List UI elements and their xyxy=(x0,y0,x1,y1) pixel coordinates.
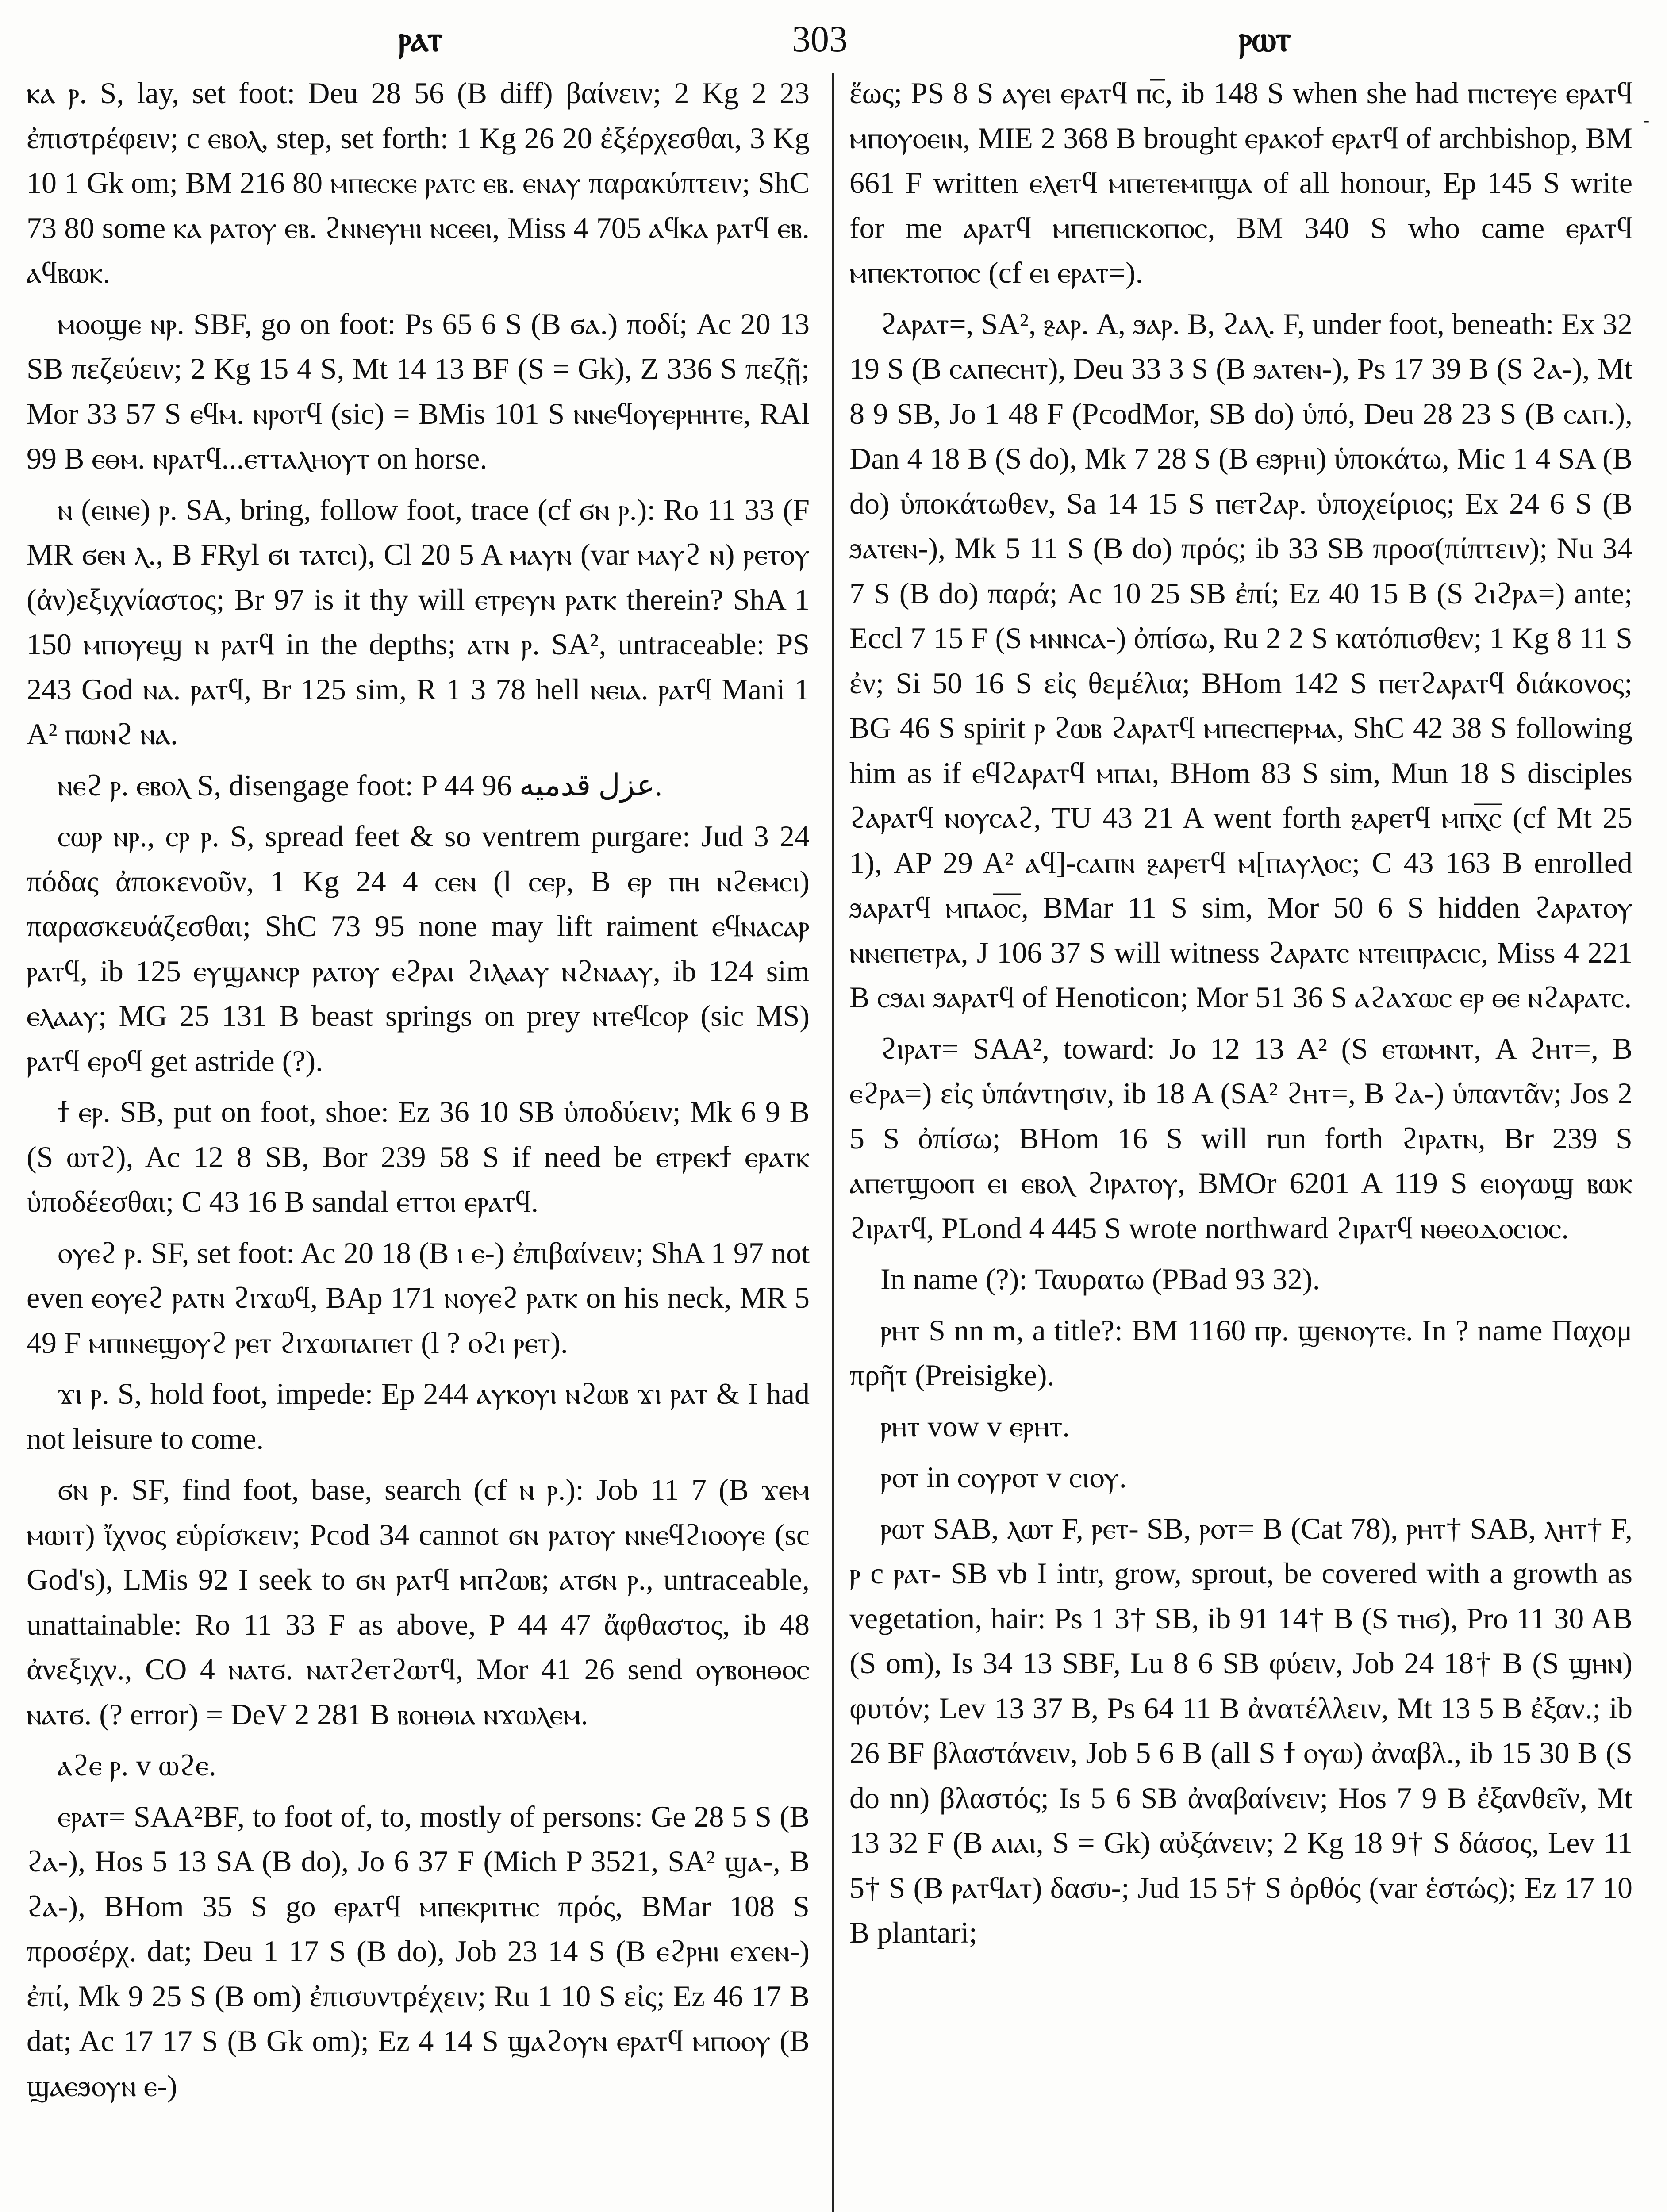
header-right-word: ⲣⲱⲧ xyxy=(1239,18,1291,59)
entry-oueh-rat: ⲟⲩⲉϩ ⲣ. SF, set foot: Ac 20 18 (B ⲓ ⲉ-) ἐπιβαίνειν; ShA 1 97 not even ⲉⲟⲩⲉϩ ⲣⲁⲧⲛ ϩⲓϫⲱϥ, BAp 171 ⲛⲟⲩⲉϩ ⲣⲁⲧⲕ on his neck, MR 5 49 F ⲙⲡⲓⲛⲉϣⲟⲩϩ ⲣⲉⲧ ϩⲓϫⲱⲡⲁⲡⲉⲧ (l ? ⲟϩⲓ ⲣⲉⲧ). xyxy=(27,1236,810,1359)
entry-ji-rat: ϫⲓ ⲣ. S, hold foot, impede: Ep 244 ⲁⲩⲕⲟⲩⲓ ⲛϩⲱⲃ ϫⲓ ⲣⲁⲧ & I had not leisure to come. xyxy=(27,1377,810,1455)
entry-ti-erat: ϯ ⲉⲣ. SB, put on foot, shoe: Ez 36 10 SB ὑποδύειν; Mk 6 9 B (S ⲱⲧϩ), Ac 12 8 SB, Bor 239 58 S if need be ⲉⲧⲣⲉⲕϯ ⲉⲣⲁⲧⲕ ὑποδέεσθαι; C 43 16 B sandal ⲉⲧⲧⲟⲓ ⲉⲣⲁⲧϥ. xyxy=(27,1095,810,1218)
entry-erat: ⲉⲣⲁⲧ= SAA²BF, to foot of, to, mostly of persons: Ge 28 5 S (B ϩⲁ-), Hos 5 13 SA (B do), Jo 6 37 F (Mich P 3521, SA² ϣⲁ-, B ϩⲁ-), BHom 35 S go ⲉⲣⲁⲧϥ ⲙⲡⲉⲕⲣⲓⲧⲏⲥ πρός, BMar 108 S προσέρχ. dat; Deu 1 17 S (B do), Job 23 14 S (B ⲉϩⲣⲏⲓ ⲉϫⲉⲛ-) ἐπί, Mk 9 25 S (B om) ἐπισυντρέχειν; Ru 1 10 S εἰς; Ez 46 17 B dat; Ac 17 17 S (B Gk om); Ez 4 14 S ϣⲁϩⲟⲩⲛ ⲉⲣⲁⲧϥ ⲙⲡⲟⲟⲩ (B ϣⲁⲉϧⲟⲩⲛ ⲉ-) xyxy=(27,1799,810,2103)
column-divider xyxy=(832,73,834,2212)
entry-hirat: ϩⲓⲣⲁⲧ= SAA², toward: Jo 12 13 A² (S ⲉⲧⲱⲙⲛⲧ, A ϩⲏⲧ=, B ⲉϩⲣⲁ=) εἰς ὑπάντησιν, ib 18 A (SA² ϩⲏⲧ=, B ϩⲁ-) ὑπαντᾶν; Jos 2 5 S ὀπίσω; BHom 16 S will run forth ϩⲓⲣⲁⲧⲛ, Br 239 S ⲁⲡⲉⲧϣⲟⲟⲡ ⲉⲓ ⲉⲃⲟⲗ ϩⲓⲣⲁⲧⲟⲩ, BMOr 6201 A 119 S ⲉⲓⲟⲩⲱϣ ⲃⲱⲕ ϩⲓⲣⲁⲧϥ, PLond 4 445 S wrote northward ϩⲓⲣⲁⲧϥ ⲛⲑⲉⲟⲇⲟⲥⲓⲟⲥ. xyxy=(849,1031,1632,1245)
running-header xyxy=(0,18,1667,66)
entry-in-name: In name (?): Ταυρατω (PBad 93 32). xyxy=(880,1262,1320,1296)
margin-mark: - xyxy=(1644,111,1650,131)
entry-neh-rat: ⲛⲉϩ ⲣ. ⲉⲃⲟⲗ S, disengage foot: P 44 96 عزل قدميه. xyxy=(58,768,662,802)
entry-n-rat: ⲛ (ⲉⲓⲛⲉ) ⲣ. SA, bring, follow foot, trace (cf ϭⲛ ⲣ.): Ro 11 33 (F MR ϭⲉⲛ ⲗ., B FRyl ϭⲓ ⲧⲁⲧⲥⲓ), Cl 20 5 A ⲙⲁⲩⲛ (var ⲙⲁⲩϩ ⲛ) ⲣⲉⲧⲟⲩ (ἀν)εξιχνίαστος; Br 97 is it thy will ⲉⲧⲣⲉⲩⲛ ⲣⲁⲧⲕ therein? ShA 1 150 ⲙⲡⲟⲩⲉϣ ⲛ ⲣⲁⲧϥ in the depths; ⲁⲧⲛ ⲣ. SA², untraceable: PS 243 God ⲛⲁ. ⲣⲁⲧϥ, Br 125 sim, R 1 3 78 hell ⲛⲉⲓⲁ. ⲣⲁⲧϥ Mani 1 A² ⲡⲱⲛϩ ⲛⲁ. xyxy=(27,492,810,751)
entry-ret-title: ⲣⲏⲧ S nn m, a title?: BM 1160 ⲡⲣ. ϣⲉⲛⲟⲩⲧⲉ. In ? name Παχομ πρῆτ (Preisigke). xyxy=(849,1313,1632,1392)
page-number: 303 xyxy=(792,19,848,60)
left-column xyxy=(27,71,810,2115)
entry-ka-rat: ⲕⲁ ⲣ. S, lay, set foot: Deu 28 56 (B diff) βαίνειν; 2 Kg 2 23 ἐπιστρέφειν; c ⲉⲃⲟⲗ, step, set forth: 1 Kg 26 20 ἐξέρχεσθαι, 3 Kg 10 1 Gk om; BM 216 80 ⲙⲡⲉⲥⲕⲉ ⲣⲁⲧⲥ ⲉⲃ. ⲉⲛⲁⲩ παρακύπτειν; ShC 73 80 some ⲕⲁ ⲣⲁⲧⲟⲩ ⲉⲃ. ϩⲛⲛⲉⲩⲏⲓ ⲛⲥⲉⲉⲓ, Miss 4 705 ⲁϥⲕⲁ ⲣⲁⲧϥ ⲉⲃ. ⲁϥⲃⲱⲕ. xyxy=(27,76,810,289)
entry-sor-rat: ⲥⲱⲣ ⲛⲣ., ⲥⲣ ⲣ. S, spread feet & so ventrem purgare: Jud 3 24 πόδας ἀποκενοῦν, 1 Kg 24 4 ⲥⲉⲛ (l ⲥⲉⲣ, B ⲉⲣ ⲡⲏ ⲛϩⲉⲙⲥⲓ) παρασκευάζεσθαι; ShC 73 95 none may lift raiment ⲉϥⲛⲁⲥⲁⲣ ⲣⲁⲧϥ, ib 125 ⲉⲩϣⲁⲛⲥⲣ ⲣⲁⲧⲟⲩ ⲉϩⲣⲁⲓ ϩⲓⲗⲁⲁⲩ ⲛϩⲛⲁⲁⲩ, ib 124 sim ⲉⲗⲁⲁⲩ; MG 25 131 B beast springs on prey ⲛⲧⲉϥⲥⲟⲣ (sic MS) ⲣⲁⲧϥ ⲉⲣⲟϥ get astride (?). xyxy=(27,819,810,1078)
entry-rot-grow: ⲣⲱⲧ SAB, ⲗⲱⲧ F, ⲣⲉⲧ- SB, ⲣⲟⲧ= B (Cat 78), ⲣⲏⲧ† SAB, ⲗⲏⲧ† F, ⲣ c ⲣⲁⲧ- SB vb I intr, grow, sprout, be covered with a growth as vegetation, hair: Ps 1 3† SB, ib 91 14† B (S ⲧⲏϭ), Pro 11 30 AB (S om), Is 34 13 SBF, Lu 8 6 SB φύειν, Job 24 18† B (S ϣⲏⲛ) φυτόν; Lev 13 37 B, Ps 64 11 B ἀνατέλλειν, Mt 13 5 B ἐξαν.; ib 26 BF βλαστάνειν, Job 5 6 B (all S ϯ ⲟⲩⲱ) ἀναβλ., ib 15 30 B (S do nn) βλαστός; Is 5 6 SB ἀναβαίνειν; Hos 7 9 B ἐξανθεῖν, Mt 13 32 F (B ⲁⲓⲁⲓ, S = Gk) αὐξάνειν; 2 Kg 18 9† S δάσος, Lev 11 5† S (B ⲣⲁⲧϥⲁⲧ) δασυ-; Jud 15 5† S ὀρθός (var ἑστώς); Ez 17 10 B plantari; xyxy=(849,1511,1632,1949)
entry-ahe-rat: ⲁϩⲉ ⲣ. v ⲱϩⲉ. xyxy=(58,1748,216,1782)
entry-ret-vow: ⲣⲏⲧ vow v ⲉⲣⲏⲧ. xyxy=(880,1409,1070,1443)
entry-mooshe-nrat: ⲙⲟⲟϣⲉ ⲛⲣ. SBF, go on foot: Ps 65 6 S (B ϭⲁ.) ποδί; Ac 20 13 SB πεζεύειν; 2 Kg 15 4 S, Mt 14 13 BF (S = Gk), Z 336 S πεζῇ; Mor 33 57 S ⲉϥⲙ. ⲛⲣⲟⲧϥ (sic) = BMis 101 S ⲛⲛⲉϥⲟⲩⲉⲣⲏⲏⲧⲉ, RAl 99 B ⲉⲑⲙ. ⲛⲣⲁⲧϥ...ⲉⲧⲧⲁⲗⲏⲟⲩⲧ on horse. xyxy=(27,307,810,475)
right-column xyxy=(849,71,1632,1962)
entry-chn-rat: ϭⲛ ⲣ. SF, find foot, base, search (cf ⲛ ⲣ.): Job 11 7 (B ϫⲉⲙ ⲙⲱⲓⲧ) ἴχνος εὑρίσκειν; Pcod 34 cannot ϭⲛ ⲣⲁⲧⲟⲩ ⲛⲛⲉϥϩⲓⲟⲟⲩⲉ (sc God's), LMis 92 I seek to ϭⲛ ⲣⲁⲧϥ ⲙⲡϩⲱⲃ; ⲁⲧϭⲛ ⲣ., untraceable, unattainable: Ro 11 33 F as above, P 44 47 ἄφθαστος, ib 48 ἀνεξιχν., CO 4 ⲛⲁⲧϭ. ⲛⲁⲧϩⲉⲧϩⲱⲧϥ, Mor 41 26 send ⲟⲩⲃⲟⲏⲑⲟⲥ ⲛⲁⲧϭ. (? error) = DeV 2 281 B ⲃⲟⲏⲑⲓⲁ ⲛϫⲱⲗⲉⲙ. xyxy=(27,1473,810,1731)
entry-rot: ⲣⲟⲧ in ⲥⲟⲩⲣⲟⲧ v ⲥⲓⲟⲩ. xyxy=(880,1460,1127,1494)
entry-erat-continued: ἕως; PS 8 S ⲁⲩⲉⲓ ⲉⲣⲁⲧϥ ⲡⲥ̅, ib 148 S when she had ⲡⲓⲥⲧⲉⲩⲉ ⲉⲣⲁⲧϥ ⲙⲡⲟⲩⲟⲉⲓⲛ, MIE 2 368 B brought ⲉⲣⲁⲕⲟϯ ⲉⲣⲁⲧϥ of archbishop, BM 661 F written ⲉⲗⲉⲧϥ ⲙⲡⲉⲧⲉⲙⲡϣⲁ of all honour, Ep 145 S write for me ⲁⲣⲁⲧϥ ⲙⲡⲉⲡⲓⲥⲕⲟⲡⲟⲥ, BM 340 S who came ⲉⲣⲁⲧϥ ⲙⲡⲉⲕⲧⲟⲡⲟⲥ (cf ⲉⲓ ⲉⲣⲁⲧ=). xyxy=(849,76,1632,289)
entry-harat: ϩⲁⲣⲁⲧ=, SA², ⳉⲁⲣ. A, ϧⲁⲣ. B, ϩⲁⲗ. F, under foot, beneath: Ex 32 19 S (B ⲥⲁⲡⲉⲥⲏⲧ), Deu 33 3 S (B ϧⲁⲧⲉⲛ-), Ps 17 39 B (S ϩⲁ-), Mt 8 9 SB, Jo 1 48 F (PcodMor, SB do) ὑπό, Deu 28 23 S (B ⲥⲁⲡ.), Dan 4 18 B (S do), Mk 7 28 S (B ⲉϧⲣⲏⲓ) ὑποκάτω, Mic 1 4 SA (B do) ὑποκάτωθεν, Sa 14 15 S ⲡⲉⲧϩⲁⲣ. ὑποχείριος; Ex 24 6 S (B ϧⲁⲧⲉⲛ-), Mk 5 11 S (B do) πρός; ib 33 SB προσ(πίπτειν); Nu 34 7 S (B do) παρά; Ac 10 25 SB ἐπί; Ez 40 15 B (S ϩⲓϩⲣⲁ=) ante; Eccl 7 15 F (S ⲙⲛⲛⲥⲁ-) ὀπίσω, Ru 2 2 S κατόπισθεν; 1 Kg 8 11 S ἐν; Si 50 16 S εἰς θεμέλια; BHom 142 S ⲡⲉⲧϩⲁⲣⲁⲧϥ διάκονος; BG 46 S spirit ⲣ ϩⲱⲃ ϩⲁⲣⲁⲧϥ ⲙⲡⲉⲥⲡⲉⲣⲙⲁ, ShC 42 38 S following him as if ⲉϥϩⲁⲣⲁⲧϥ ⲙⲡⲁⲓ, BHom 83 S sim, Mun 18 S disciples ϩⲁⲣⲁⲧϥ ⲛⲟⲩⲥⲁϩ, TU 43 21 A went forth ⳉⲁⲣⲉⲧϥ ⲙⲡⲭ̅ⲥ̅ (cf Mt 25 1), AP 29 A² ⲁϥ]-ⲥⲁⲡⲛ ⳉⲁⲣⲉⲧϥ ⲙ[ⲡⲁⲩⲗⲟⲥ; C 43 163 B enrolled ϧⲁⲣⲁⲧϥ ⲙⲡⲁⲟ̅ⲥ̅, BMar 11 S sim, Mor 50 6 S hidden ϩⲁⲣⲁⲧⲟⲩ ⲛⲛⲉⲡⲉⲧⲣⲁ, J 106 37 S will witness ϩⲁⲣⲁⲧⲥ ⲛⲧⲉⲓⲡⲣⲁⲥⲓⲥ, Miss 4 221 B ⲥϧⲁⲓ ϧⲁⲣⲁⲧϥ of Henoticon; Mor 51 36 S ⲁϩⲁϫⲱⲥ ⲉⲣ ⲑⲉ ⲛϩⲁⲣⲁⲧⲥ. xyxy=(849,307,1632,1014)
header-left-word: ⲣⲁⲧ xyxy=(398,18,443,59)
